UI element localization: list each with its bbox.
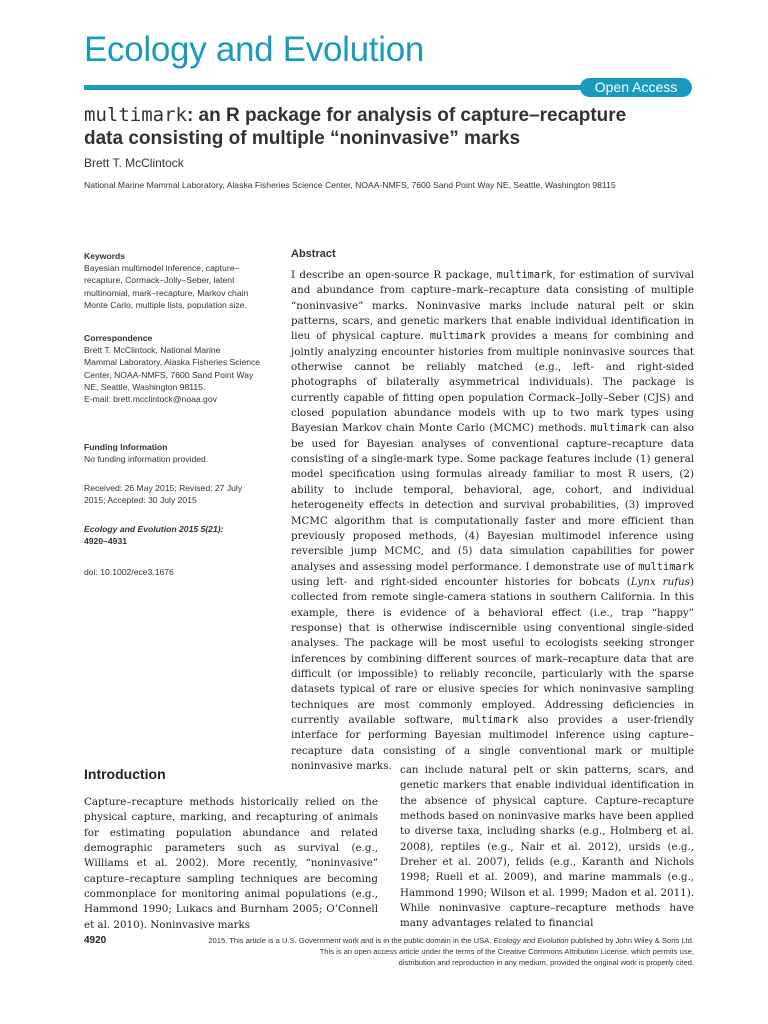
intro-column-right: can include natural pelt or skin patterns, scars, and genetic markers that enable individual identification in the absence of physical capture. Capture–recapture methods based on noninvasive marks have been applied to diverse taxa, including sharks (e.g., Holmberg et al. 2008), reptiles (e.g., Nair et al. 2012), ursids (e.g., Dreher et al. 2007), felids (e.g., Karanth and Nichols 1998; Ruell et al. 2009), and marine mammals (e.g., Hammond 1990; Wilson et al. 1999; Madon et al. 2011). While noninvasive capture–recapture methods have many advantages related to financial [400, 764, 695, 930]
correspondence-line: NE, Seattle, Washington 98115. [84, 381, 206, 392]
funding-heading: Funding Information [84, 442, 168, 452]
abstract-span: also provides a user-friendly interface for performing Bayesian multimodel inference using capture–recapture data consisting of a single conventional mark or multiple noninvasive marks. [291, 713, 694, 772]
received-line: 2015; Accepted: 30 July 2015 [84, 495, 197, 506]
keywords-heading: Keywords [84, 251, 126, 261]
keywords-block [84, 250, 276, 311]
keywords-line: Bayesian multimodel inference, capture– [84, 263, 240, 274]
correspondence-line: Brett T. McClintock, National Marine [84, 345, 221, 356]
package-name: multimark [429, 330, 486, 343]
abstract-span: I describe an open-source R package, [291, 269, 497, 281]
funding-block [84, 441, 276, 465]
journal-title: Ecology and Evolution [84, 30, 425, 69]
page-number: 4920 [84, 935, 107, 946]
citation-line [84, 523, 276, 535]
doi[interactable]: doi: 10.1002/ece3.1676 [84, 567, 174, 577]
package-name: multimark [462, 713, 519, 726]
citation-block [84, 523, 276, 547]
title-line-1: : an R package for analysis of capture–recapture [186, 105, 627, 126]
footer-line [150, 936, 694, 947]
correspondence-email[interactable]: E-mail: brett.mcclintock@noaa.gov [84, 394, 217, 405]
intro-column-left: Capture–recapture methods historically relied on the physical capture, marking, and recapturing of animals for estimating population abundance and related demographic parameters such as survival (e.g., Williams et al. 2002). More recently, “noninvasive” capture–recapture sampling techniques are becoming commonplace for monitoring animal populations (e.g., Hammond 1990; Lukacs and Burnham 2005; O’Connell et al. 2010). Noninvasive marks [84, 796, 378, 931]
received-block [84, 482, 276, 506]
title-package-name: multimark [84, 104, 187, 126]
funding-text: No funding information provided. [84, 454, 209, 465]
received-line: Received: 26 May 2015; Revised: 27 July [84, 483, 243, 493]
abstract-span: using left- and right-sided encounter histories for bobcats ( [291, 575, 631, 588]
correspondence-line: Center, NOAA-NMFS, 7600 Sand Point Way [84, 369, 254, 380]
correspondence-line: Mammal Laboratory, Alaska Fisheries Science [84, 357, 261, 368]
footer-line: distribution and reproduction in any medium, provided the original work is properly cited. [398, 957, 694, 967]
citation-journal: Ecology and Evolution 2015 5(21): [84, 524, 224, 534]
citation-pages: 4920–4931 [84, 536, 128, 547]
species-name: Lynx rufus [630, 575, 690, 588]
introduction-heading: Introduction [84, 766, 166, 782]
abstract-span: , for estimation of survival and abundance from capture–mark–recapture data consisting of multiple “noninvasive” marks. Noninvasive marks include natural pelt or skin patterns, scars, and genetic markers that enable individual identification in lieu of physical capture. [291, 269, 694, 343]
article-title [84, 104, 704, 150]
package-name: multimark [638, 560, 694, 573]
author: Brett T. McClintock [84, 156, 184, 170]
keywords-line: recapture, Cormack–Jolly–Seber, latent [84, 275, 235, 286]
keywords-line: Monte Carlo, multiple lists, population size. [84, 299, 247, 310]
footer-line: This is an open access article under the terms of the Creative Commons Attribution License, which permits use, [319, 946, 694, 956]
abstract-heading: Abstract [291, 248, 336, 260]
footer-span: published by John Wiley & Sons Ltd. [568, 936, 694, 945]
abstract-text [291, 268, 694, 774]
open-access-badge: Open Access [580, 78, 692, 97]
copyright-footer [150, 936, 694, 968]
package-name: multimark [496, 269, 553, 281]
footer-span: 2015. This article is a U.S. Government work and is in the public domain in the USA. [208, 936, 494, 945]
correspondence-heading: Correspondence [84, 333, 153, 343]
abstract-span: can also be used for Bayesian analyses of conventional capture–recapture data consisting of a single-mark type. Some package features include (1) general model specification using formulas already familiar to most R users, (2) ability to include temporal, behavioral, age, cohort, and individual heterogeneity effects in detection and survival probabilities, (3) improved MCMC algorithm that is computationally faster and more efficient than previously proposed methods, (4) Bayesian multimodel inference using reversible jump MCMC, and (5) data simulation capabilities for power analyses and assessing model performance. I demonstrate use of [291, 422, 695, 573]
affiliation: National Marine Mammal Laboratory, Alaska Fisheries Science Center, NOAA-NMFS, 7600 Sand Point Way NE, Seattle, Washington 98115 [84, 180, 616, 190]
keywords-line: multinomial, mark–recapture, Markov chain [84, 287, 249, 298]
footer-journal: Ecology and Evolution [493, 936, 569, 945]
correspondence-block [84, 332, 276, 405]
package-name: multimark [590, 422, 647, 435]
title-line-2: data consisting of multiple “noninvasive” marks [84, 128, 521, 149]
header-rule [84, 85, 604, 90]
abstract-span: provides a means for combining and jointly analyzing encounter histories from multiple noninvasive sources that otherwise cannot be reliably matched (e.g., left- and right-sided photographs of bilaterally asymmetrical individuals). The package is currently capable of fitting open population Cormack–Jolly–Seber (CJS) and closed population abundance models with up to two mark types using Bayesian Markov chain Monte Carlo (MCMC) methods. [291, 330, 694, 435]
abstract-span: ) collected from remote single-camera stations in southern California. In this example, there is evidence of a behavioral effect (i.e., trap “happy” response) that is otherwise indiscernible using conventional single-sided analyses. The package will be most useful to ecologists seeking stronger inferences by combining different sources of mark–recapture data that are difficult (or impossible) to reliably reconcile, particularly with the sparse datasets typical of rare or elusive species for which noninvasive sampling techniques are most commonly employed. Addressing deficiencies in currently available software, [291, 575, 694, 726]
